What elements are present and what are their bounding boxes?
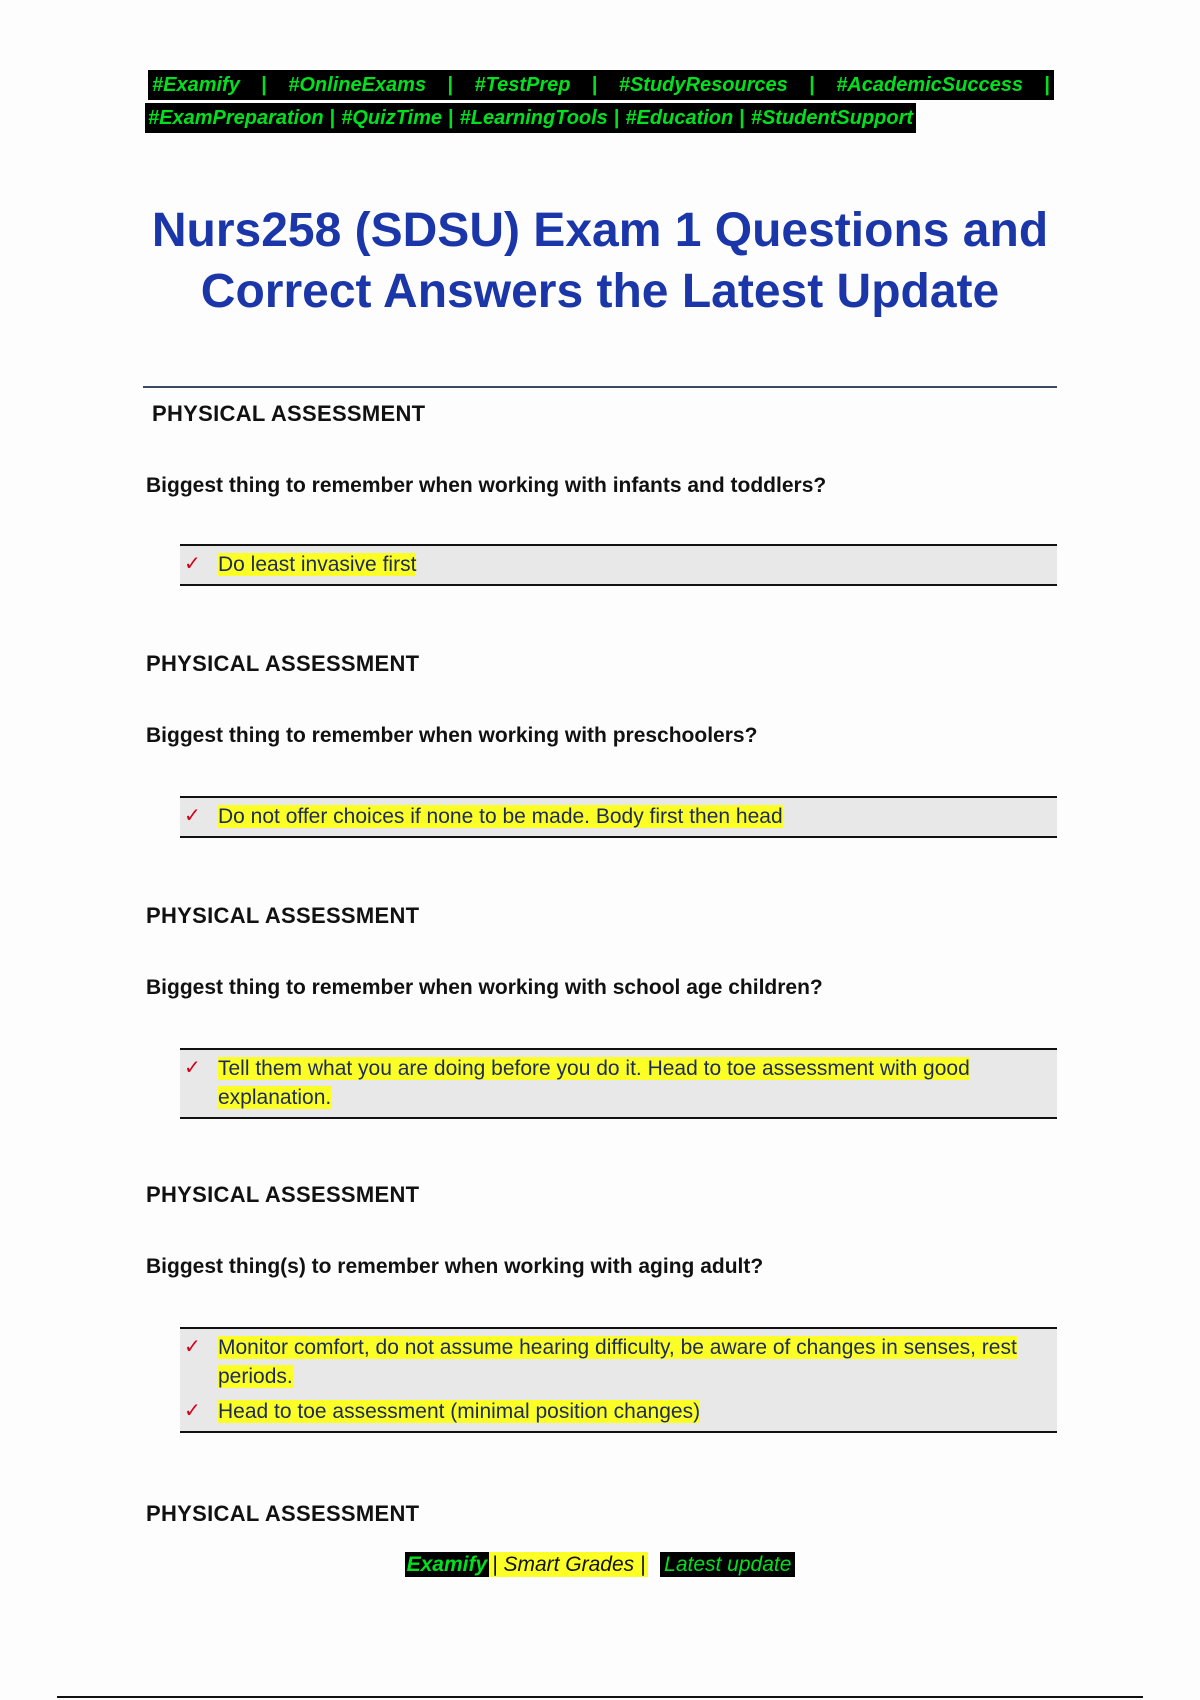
hashtag-separator: | xyxy=(1044,73,1050,96)
hashtag-row-1 xyxy=(148,70,1054,100)
answer-item xyxy=(180,550,1057,579)
document-title: Nurs258 (SDSU) Exam 1 Questions and Correct Answers the Latest Update xyxy=(151,204,1049,318)
hashtag: #OnlineExams xyxy=(288,73,427,96)
section-heading: PHYSICAL ASSESSMENT xyxy=(146,1501,420,1526)
answer-item xyxy=(180,802,1057,831)
section-heading: PHYSICAL ASSESSMENT xyxy=(146,1182,420,1207)
question-text: Biggest thing(s) to remember when working with aging adult? xyxy=(146,1255,764,1278)
answer-text: Head to toe assessment (minimal position changes) xyxy=(218,1400,701,1423)
hashtag: #QuizTime xyxy=(341,106,443,129)
hashtag: #TestPrep xyxy=(474,73,571,96)
hashtag-separator: | xyxy=(329,106,336,129)
answer-box xyxy=(180,796,1057,838)
page-footer xyxy=(0,1553,1200,1577)
answer-text: Do not offer choices if none to be made. Body first then head xyxy=(218,805,783,828)
question-text: Biggest thing to remember when working with school age children? xyxy=(146,976,823,999)
question-text: Biggest thing to remember when working with infants and toddlers? xyxy=(146,474,827,497)
footer-brand: Examify xyxy=(406,1553,488,1576)
answer-text: Do least invasive first xyxy=(218,553,417,576)
footer-latest-update: Latest update xyxy=(660,1552,795,1577)
answer-item xyxy=(180,1397,1057,1426)
hashtag-separator: | xyxy=(448,106,454,129)
checkmark-icon: ✓ xyxy=(184,553,201,575)
page-bottom-rule xyxy=(57,1696,1143,1698)
footer-separator: | xyxy=(640,1553,646,1576)
answer-box xyxy=(180,1327,1057,1433)
answer-text: Monitor comfort, do not assume hearing difficulty, be aware of changes in senses, rest periods. xyxy=(218,1336,1017,1388)
hashtag-row-2 xyxy=(145,103,916,133)
hashtag: #ExamPreparation xyxy=(148,106,324,129)
hashtag-separator: | xyxy=(447,73,454,96)
answer-text: Tell them what you are doing before you do it. Head to toe assessment with good explanation. xyxy=(218,1057,970,1109)
title-divider xyxy=(143,386,1057,388)
checkmark-icon: ✓ xyxy=(184,1336,201,1358)
hashtag-separator: | xyxy=(809,73,815,96)
checkmark-icon: ✓ xyxy=(184,805,201,827)
question-text: Biggest thing to remember when working with preschoolers? xyxy=(146,724,758,747)
section-heading: PHYSICAL ASSESSMENT xyxy=(146,903,420,928)
hashtag: #Education xyxy=(625,106,734,129)
checkmark-icon: ✓ xyxy=(184,1400,201,1422)
footer-separator: | xyxy=(492,1553,498,1576)
checkmark-icon: ✓ xyxy=(184,1057,201,1079)
answer-box xyxy=(180,544,1057,586)
hashtag-separator: | xyxy=(591,73,598,96)
hashtag: #AcademicSuccess xyxy=(836,73,1023,96)
hashtag: #Examify xyxy=(152,73,240,96)
section-heading: PHYSICAL ASSESSMENT xyxy=(152,401,426,426)
section-heading: PHYSICAL ASSESSMENT xyxy=(146,651,420,676)
hashtag-separator: | xyxy=(261,73,267,96)
hashtag: #StudentSupport xyxy=(750,106,914,129)
answer-item xyxy=(180,1333,1057,1391)
hashtag-separator: | xyxy=(613,106,620,129)
hashtag: #LearningTools xyxy=(459,106,608,129)
answer-item xyxy=(180,1054,1057,1112)
hashtag-separator: | xyxy=(739,106,745,129)
answer-box xyxy=(180,1048,1057,1119)
footer-middle-text: Smart Grades xyxy=(503,1553,635,1576)
hashtag: #StudyResources xyxy=(618,73,788,96)
